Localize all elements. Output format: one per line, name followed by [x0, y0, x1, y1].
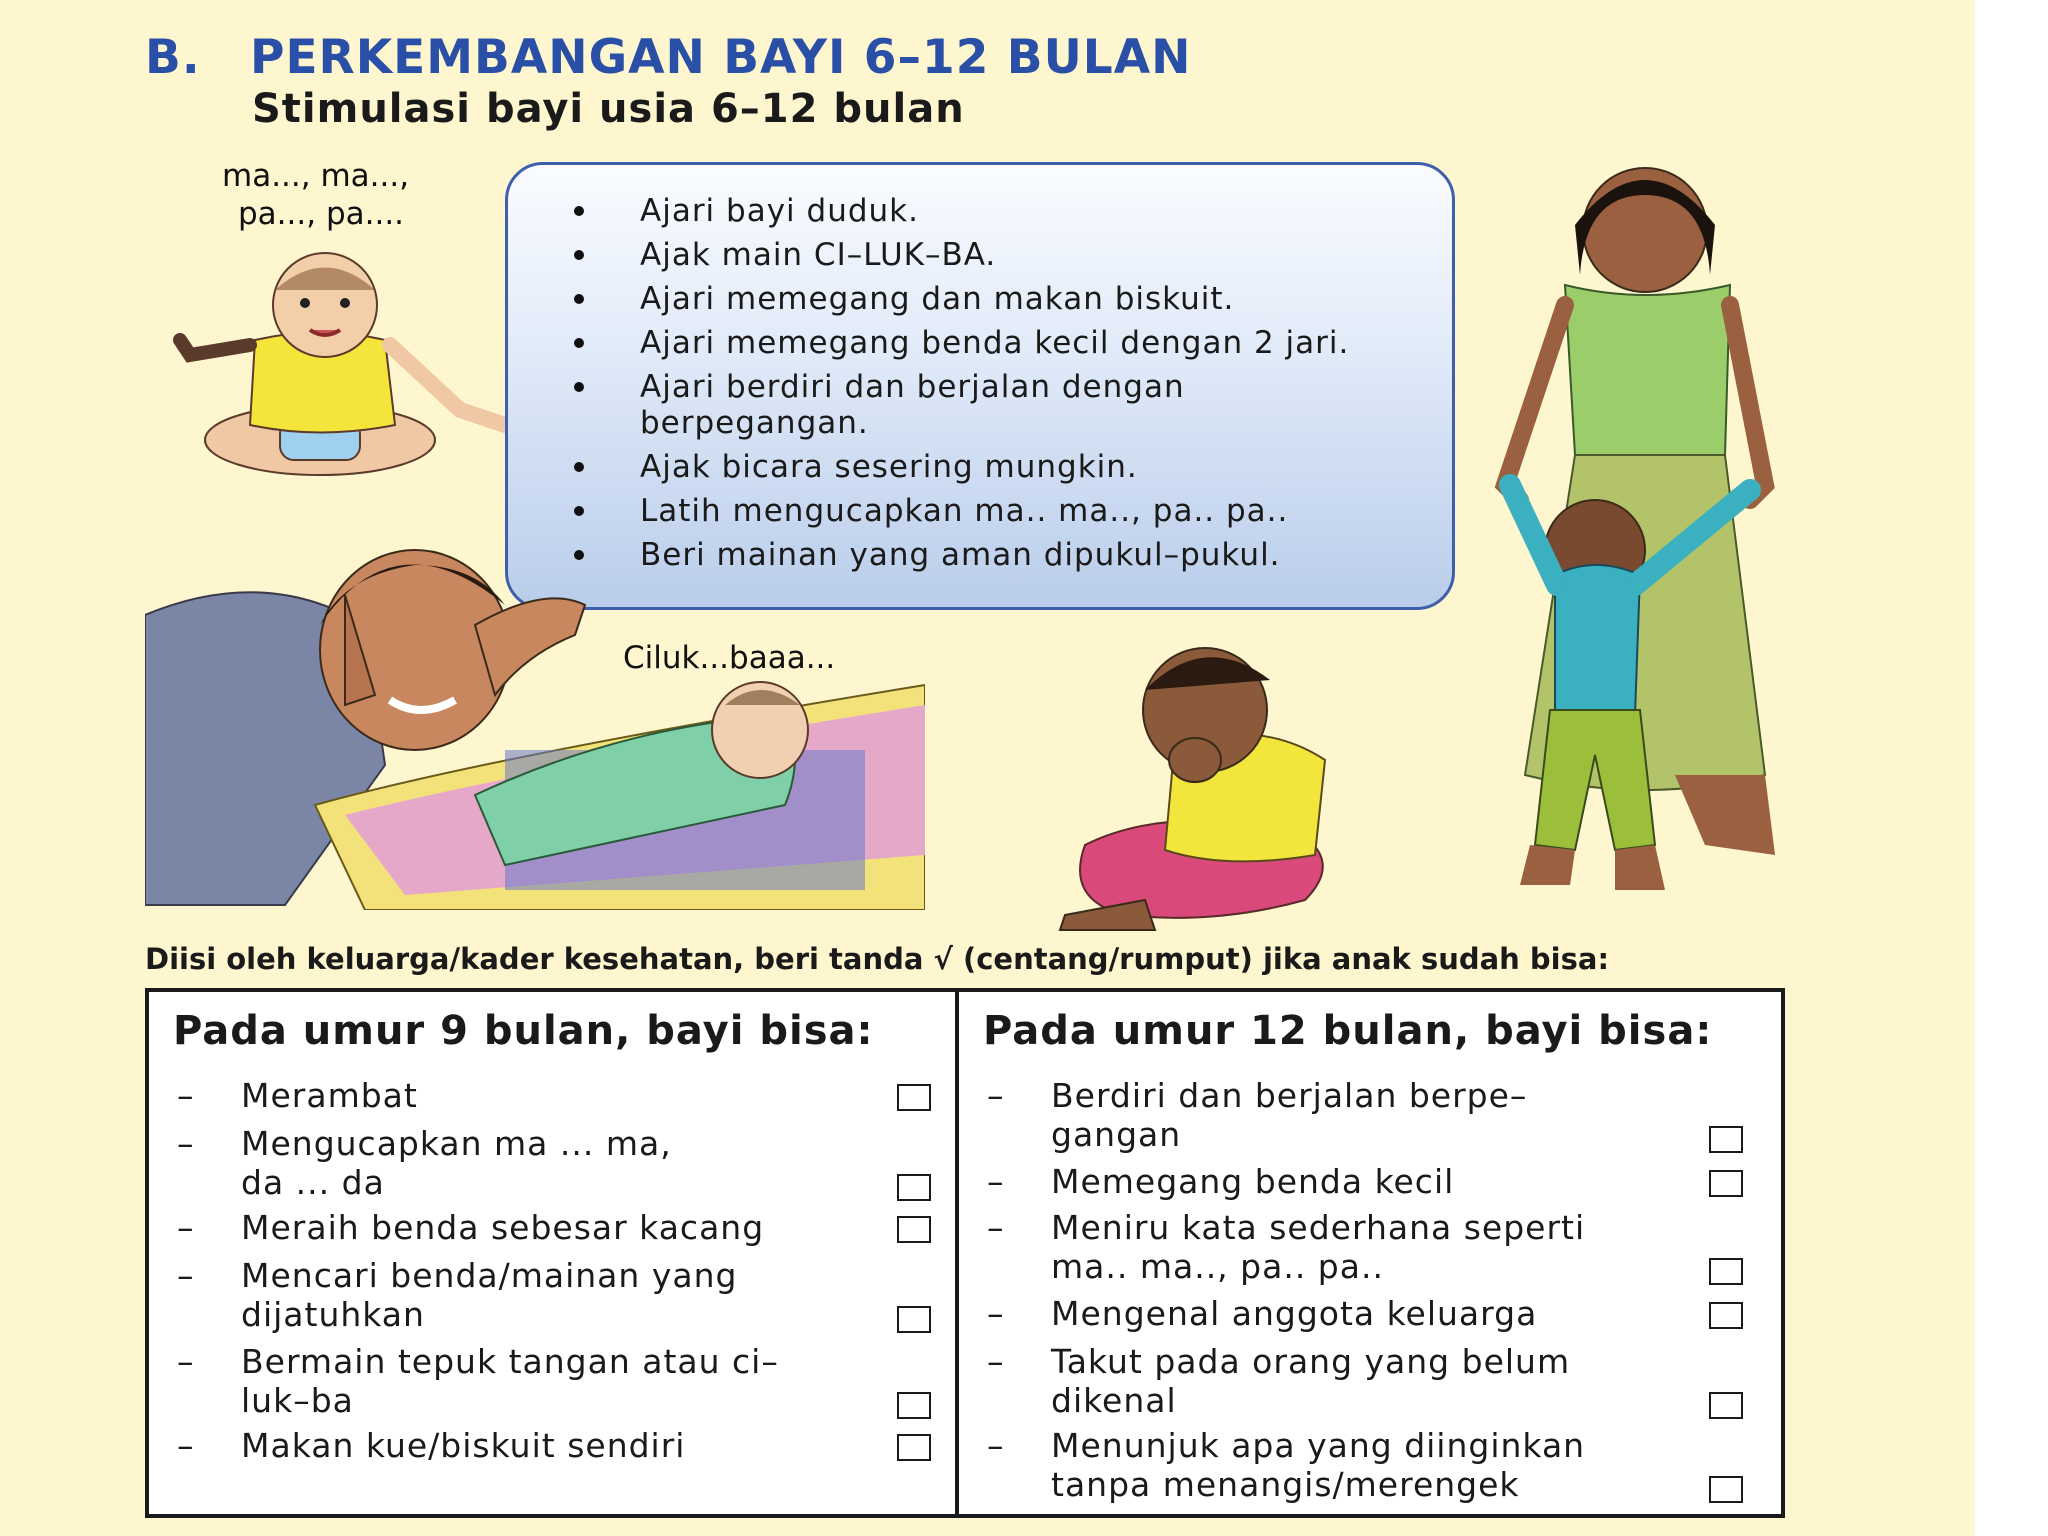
checklist-item-label: Takut pada orang yang belum dikenal	[1051, 1342, 1571, 1420]
checklist-item-label: Makan kue/biskuit sendiri	[241, 1426, 686, 1465]
stimulation-item: Ajari bayi duduk.	[508, 193, 1452, 229]
checklist-dash: –	[987, 1208, 1005, 1247]
checklist-item-label: Meniru kata sederhana seperti ma.. ma.., pa.. pa..	[1051, 1208, 1586, 1286]
stimulation-item: Ajari memegang dan makan biskuit.	[508, 281, 1452, 317]
checklist-dash: –	[177, 1208, 195, 1247]
checklist-dash: –	[987, 1162, 1005, 1201]
checklist-item-label: Memegang benda kecil	[1051, 1162, 1455, 1201]
checklist-item-label: Merambat	[241, 1076, 418, 1115]
page-subtitle: Stimulasi bayi usia 6–12 bulan	[252, 86, 965, 132]
checklist-table	[145, 988, 1785, 1518]
stimulation-item: Ajak bicara sesering mungkin.	[508, 449, 1452, 485]
checklist-checkbox[interactable]	[1709, 1258, 1743, 1285]
checklist-checkbox[interactable]	[897, 1174, 931, 1201]
checklist-instruction: Diisi oleh keluarga/kader kesehatan, beri tanda √ (centang/rumput) jika anak sudah bisa:	[145, 942, 1610, 976]
page-title	[145, 30, 1191, 85]
peekaboo-mother-illustration	[145, 505, 925, 910]
checklist-checkbox[interactable]	[1709, 1126, 1743, 1153]
checklist-checkbox[interactable]	[1709, 1170, 1743, 1197]
baby-eating-biscuit-illustration	[1045, 630, 1375, 935]
checklist-item-label: Bermain tepuk tangan atau ci– luk–ba	[241, 1342, 779, 1420]
checklist-dash: –	[177, 1342, 195, 1381]
checklist-checkbox[interactable]	[897, 1216, 931, 1243]
stimulation-item: Ajari berdiri dan berjalan dengan berpegangan.	[508, 369, 1400, 441]
checklist-checkbox[interactable]	[1709, 1392, 1743, 1419]
checklist-checkbox[interactable]	[897, 1306, 931, 1333]
checklist-dash: –	[177, 1076, 195, 1115]
checklist-dash: –	[987, 1294, 1005, 1333]
section-letter: B.	[145, 30, 201, 85]
checklist-item-label: Meraih benda sebesar kacang	[241, 1208, 765, 1247]
stimulation-item: Latih mengucapkan ma.. ma.., pa.. pa..	[508, 493, 1452, 529]
checklist-dash: –	[987, 1076, 1005, 1115]
sitting-baby-illustration	[170, 245, 530, 490]
checklist-dash: –	[987, 1342, 1005, 1381]
checklist-dash: –	[987, 1426, 1005, 1465]
mother-toddler-walking-illustration	[1465, 155, 1805, 915]
checklist-checkbox[interactable]	[897, 1392, 931, 1419]
baby-speech-line-2: pa..., pa....	[238, 196, 405, 232]
checklist-checkbox[interactable]	[897, 1084, 931, 1111]
checklist-item-label: Mengucapkan ma ... ma, da ... da	[241, 1124, 672, 1202]
checklist-9-months-heading: Pada umur 9 bulan, bayi bisa:	[173, 1008, 874, 1054]
checklist-12-months-heading: Pada umur 12 bulan, bayi bisa:	[983, 1008, 1713, 1054]
checklist-dash: –	[177, 1256, 195, 1295]
stimulation-item: Ajak main CI–LUK–BA.	[508, 237, 1452, 273]
checklist-dash: –	[177, 1426, 195, 1465]
checklist-dash: –	[177, 1124, 195, 1163]
checklist-checkbox[interactable]	[1709, 1476, 1743, 1503]
stimulation-item: Ajari memegang benda kecil dengan 2 jari.	[508, 325, 1452, 361]
checklist-9-months	[149, 992, 959, 1514]
stimulation-item: Beri mainan yang aman dipukul–pukul.	[508, 537, 1452, 573]
section-title: PERKEMBANGAN BAYI 6–12 BULAN	[250, 30, 1192, 85]
checklist-checkbox[interactable]	[897, 1434, 931, 1461]
checklist-item-label: Mengenal anggota keluarga	[1051, 1294, 1538, 1333]
checklist-12-months	[959, 992, 1785, 1514]
checklist-item-label: Mencari benda/mainan yang dijatuhkan	[241, 1256, 738, 1334]
peekaboo-speech: Ciluk...baaa...	[623, 640, 836, 676]
checklist-checkbox[interactable]	[1709, 1302, 1743, 1329]
baby-speech-line-1: ma..., ma...,	[222, 158, 410, 194]
checklist-item-label: Menunjuk apa yang diinginkan tanpa menangis/merengek	[1051, 1426, 1586, 1504]
checklist-item-label: Berdiri dan berjalan berpe– gangan	[1051, 1076, 1528, 1154]
